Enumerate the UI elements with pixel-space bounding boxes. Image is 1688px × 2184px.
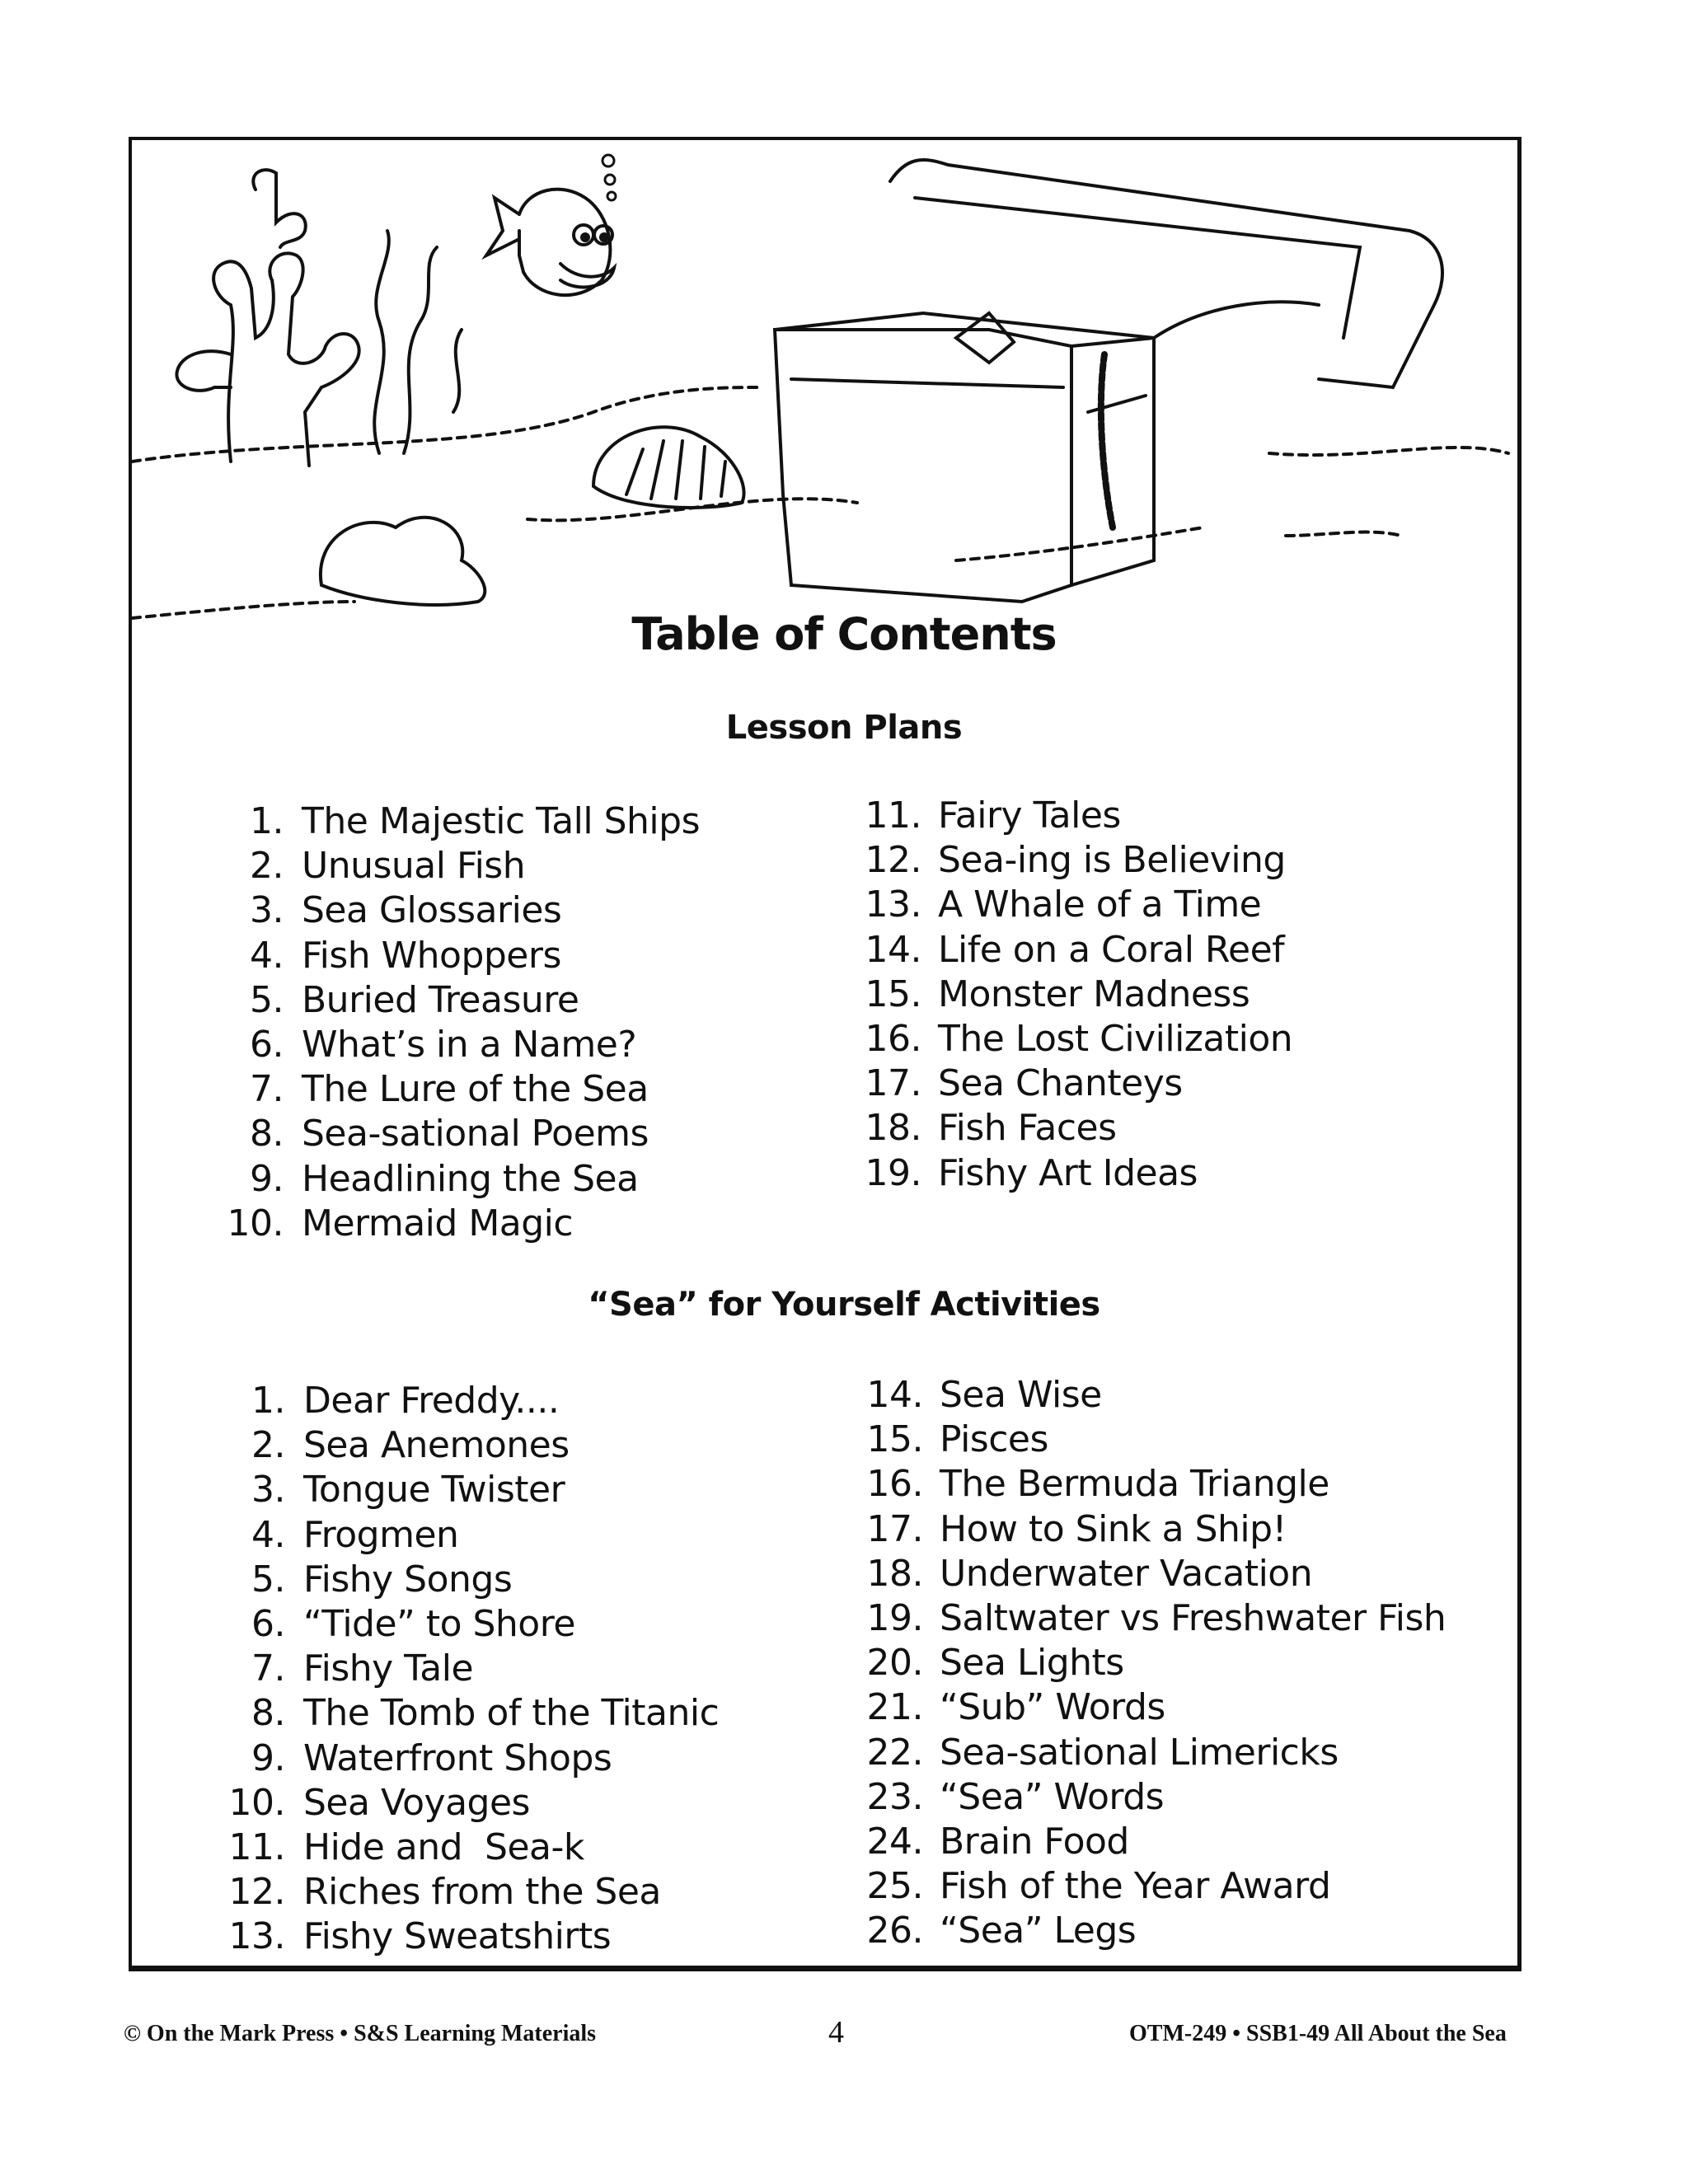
page-number: 4 [828,2015,844,2050]
list-item: 15. Monster Madness [865,972,1250,1015]
treasure-chest-icon [775,160,1442,602]
list-item: 8. Sea-sational Poems [250,1113,649,1155]
list-item: 11. Hide and Sea-k [228,1825,584,1868]
list-item: 13. Fishy Sweatshirts [228,1915,612,1958]
lesson-plans-right-list [862,794,1292,1196]
sea-illustration [132,140,1517,651]
list-item: 21. “Sub” Words [866,1686,1165,1729]
list-item: 10. Sea Voyages [228,1781,530,1824]
activities-left-list [219,1379,719,1959]
list-item: 18. Fish Faces [865,1107,1117,1150]
list-item: 3. Sea Glossaries [250,889,562,932]
list-item: 14. Life on a Coral Reef [865,928,1285,971]
list-item: 19. Fishy Art Ideas [865,1151,1198,1194]
list-item: 17. Sea Chanteys [865,1062,1183,1105]
lesson-plans-heading: Lesson Plans [725,709,963,747]
list-item: 5. Fishy Songs [251,1558,513,1601]
footer-product-code: OTM-249 • SSB1-49 All About the Sea [1129,2021,1507,2046]
list-item: 7. Fishy Tale [251,1647,474,1690]
list-item: 22. Sea-sational Limericks [866,1731,1339,1774]
list-item: 25. Fish of the Year Award [866,1865,1331,1908]
fish-icon [486,190,614,296]
list-item: 24. Brain Food [866,1820,1129,1863]
list-item: 1. The Majestic Tall Ships [250,800,701,842]
coral-icon [176,170,359,466]
seaweed-icon [374,231,462,453]
list-item: 11. Fairy Tales [865,794,1121,837]
list-item: 1. Dear Freddy.... [251,1380,560,1422]
list-item: 14. Sea Wise [866,1374,1102,1416]
shell-icon [321,427,744,605]
list-item: 16. The Bermuda Triangle [866,1463,1329,1506]
list-item: 8. The Tomb of the Titanic [251,1692,720,1735]
list-item: 12. Sea-ing is Believing [865,839,1286,882]
list-item: 4. Frogmen [251,1513,459,1556]
list-item: 3. Tongue Twister [251,1469,565,1511]
sea-floor-lines [132,387,1508,618]
list-item: 9. Headlining the Sea [250,1157,639,1200]
list-item: 9. Waterfront Shops [251,1736,612,1779]
list-item: 26. “Sea” Legs [866,1910,1137,1952]
lesson-plans-left-list [218,799,700,1246]
list-item: 13. A Whale of a Time [865,883,1262,926]
list-item: 7. The Lure of the Sea [250,1068,649,1111]
list-item: 12. Riches from the Sea [228,1871,661,1914]
list-item: 19. Saltwater vs Freshwater Fish [866,1596,1447,1639]
list-item: 20. Sea Lights [866,1642,1124,1685]
list-item: 10. Mermaid Magic [227,1202,574,1244]
list-item: 15. Pisces [866,1418,1048,1461]
footer-copyright: © On the Mark Press • S&S Learning Materials [124,2021,597,2046]
list-item: 17. How to Sink a Ship! [866,1507,1287,1550]
list-item: 23. “Sea” Words [866,1775,1165,1818]
activities-heading: “Sea” for Yourself Activities [588,1286,1100,1324]
list-item: 2. Unusual Fish [250,845,526,888]
list-item: 16. The Lost Civilization [865,1017,1293,1060]
list-item: 2. Sea Anemones [251,1424,570,1467]
list-item: 4. Fish Whoppers [250,934,561,977]
list-item: 6. “Tide” to Shore [251,1602,575,1645]
activities-right-list [864,1373,1446,1953]
list-item: 6. What’s in a Name? [250,1023,637,1066]
list-item: 5. Buried Treasure [250,978,579,1021]
page-title: Table of Contents [631,608,1057,660]
list-item: 18. Underwater Vacation [866,1552,1313,1595]
bubbles-icon [603,155,616,200]
